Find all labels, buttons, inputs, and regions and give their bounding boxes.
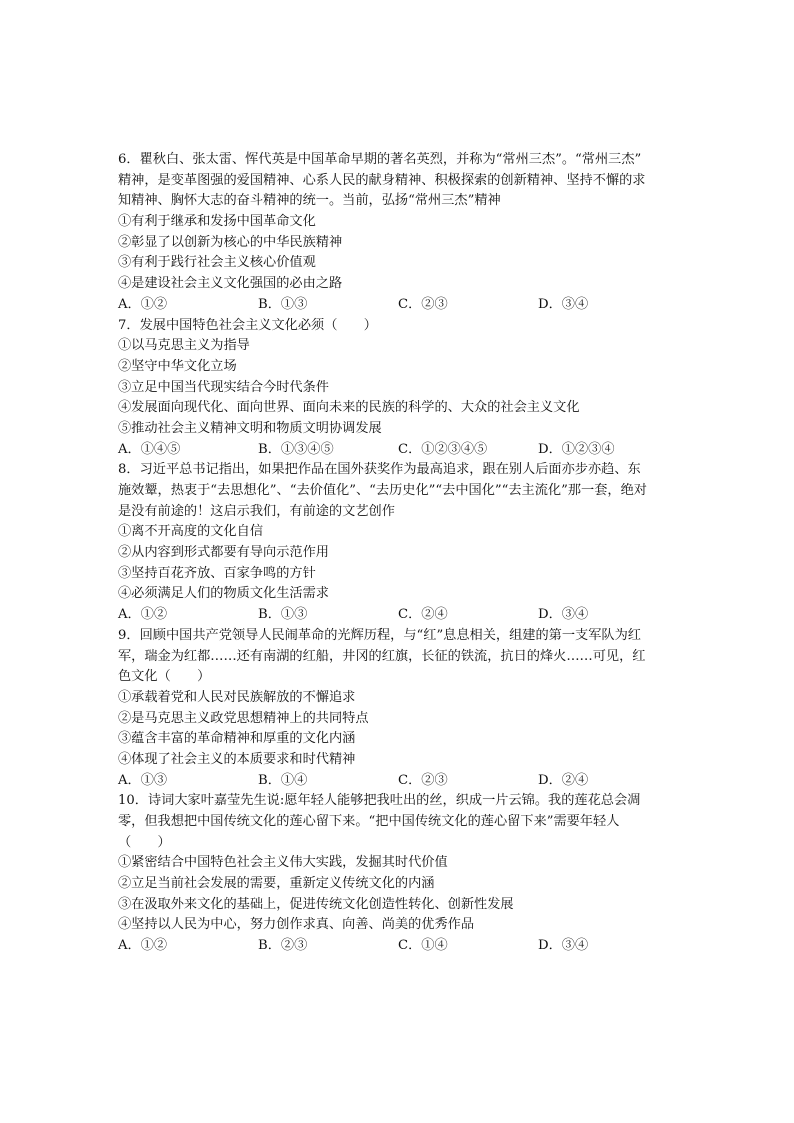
question-6: [118, 150, 678, 316]
answer-options: [118, 936, 678, 957]
question-7: [118, 316, 678, 461]
statement-item: ②立足当前社会发展的需要，重新定义传统文化的内涵: [118, 876, 435, 892]
option-d[interactable]: D．③④: [538, 607, 589, 623]
statement-item: ①紧密结合中国特色社会主义伟大实践，发掘其时代价值: [118, 855, 448, 871]
option-d[interactable]: D．②④: [538, 772, 589, 788]
option-b[interactable]: B．①④: [258, 772, 308, 788]
option-d[interactable]: D．①②③④: [538, 441, 615, 457]
option-d[interactable]: D．③④: [538, 296, 589, 312]
statement-item: ①有利于继承和发扬中国革命文化: [118, 214, 316, 230]
statement-item: ③立足中国当代现实结合今时代条件: [118, 379, 329, 395]
question-stem-line: 零，但我想把中国传统文化的莲心留下来。“把中国传统文化的莲心留下来”需要年轻人: [118, 814, 620, 829]
question-stem-line: 是没有前途的！这启示我们，有前途的文艺创作: [118, 503, 395, 519]
question-stem-line: 色文化（ ）: [118, 669, 211, 685]
option-a[interactable]: A．①②: [118, 938, 168, 954]
statement-item: ③坚持百花齐放、百家争鸣的方针: [118, 565, 316, 581]
option-a[interactable]: A．①②: [118, 607, 168, 623]
option-b[interactable]: B．②③: [258, 938, 308, 954]
statement-item: ④体现了社会主义的本质要求和时代精神: [118, 751, 356, 767]
option-b[interactable]: B．①③: [258, 607, 308, 623]
question-stem-line: 7．发展中国特色社会主义文化必须（ ）: [118, 317, 377, 333]
question-stem-line: 精神，是变革图强的爱国精神、心系人民的献身精神、积极探索的创新精神、坚持不懈的求: [118, 172, 646, 188]
option-d[interactable]: D．③④: [538, 938, 589, 954]
option-b[interactable]: B．①③④⑤: [258, 441, 334, 457]
statement-item: ④发展面向现代化、面向世界、面向未来的民族的科学的、大众的社会主义文化: [118, 400, 580, 416]
option-c[interactable]: C．①④: [398, 938, 448, 954]
question-8: [118, 460, 678, 626]
question-stem-line: 10．诗词大家叶嘉莹先生说:愿年轻人能够把我吐出的丝，织成一片云锦。我的莲花总会凋: [118, 793, 641, 809]
question-stem-line: 9．回顾中国共产党领导人民闹革命的光辉历程，与“红”息息相关，组建的第一支军队为红: [118, 627, 641, 643]
statement-item: ②彰显了以创新为核心的中华民族精神: [118, 234, 343, 250]
question-10: [118, 791, 678, 957]
option-b[interactable]: B．①③: [258, 296, 308, 312]
question-stem-line: 8．习近平总书记指出，如果把作品在国外获奖作为最高追求，跟在别人后面亦步亦趋、东: [118, 462, 641, 478]
statement-item: ④是建设社会主义文化强国的必由之路: [118, 276, 343, 292]
statement-item: ③在汲取外来文化的基础上，促进传统文化创造性转化、创新性发展: [118, 896, 514, 912]
option-c[interactable]: C．②③: [398, 772, 448, 788]
option-a[interactable]: A．①④⑤: [118, 441, 181, 457]
question-9: [118, 626, 678, 792]
statement-item: ②坚守中华文化立场: [118, 358, 237, 374]
statement-item: ③有利于践行社会主义核心价值观: [118, 255, 316, 271]
statement-item: ①以马克思主义为指导: [118, 338, 250, 354]
statement-item: ①承载着党和人民对民族解放的不懈追求: [118, 689, 356, 705]
option-c[interactable]: C．②③: [398, 296, 448, 312]
answer-options: [118, 771, 678, 792]
option-a[interactable]: A．①②: [118, 296, 168, 312]
statement-item: ④必须满足人们的物质文化生活需求: [118, 586, 329, 602]
question-stem-line: 知精神、胸怀大志的奋斗精神的统一。当前，弘扬“常州三杰”精神: [118, 193, 501, 209]
option-c[interactable]: C．②④: [398, 607, 448, 623]
answer-options: [118, 440, 678, 461]
question-stem-line: 6．瞿秋白、张太雷、恽代英是中国革命早期的著名英烈，并称为“常州三杰”。“常州三杰”: [118, 152, 642, 167]
statement-item: ②从内容到形式都要有导向示范作用: [118, 545, 329, 561]
question-stem-line: 施效颦，热衷于“去思想化”、“去价值化”、“去历史化”“去中国化”“去主流化”那一套，绝对: [118, 483, 647, 498]
question-stem-line: 军，瑞金为红都……还有南湖的红船，井冈的红旗，长征的铁流，抗日的烽火……可见，红: [118, 648, 646, 664]
option-c[interactable]: C．①②③④⑤: [398, 441, 488, 457]
statement-item: ④坚持以人民为中心，努力创作求真、向善、尚美的优秀作品: [118, 917, 475, 933]
statement-item: ①离不开高度的文化自信: [118, 524, 264, 540]
statement-item: ②是马克思主义政党思想精神上的共同特点: [118, 710, 369, 726]
answer-options: [118, 295, 678, 316]
exam-page: [118, 150, 678, 957]
statement-item: ⑤推动社会主义精神文明和物质文明协调发展: [118, 420, 382, 436]
option-a[interactable]: A．①③: [118, 772, 168, 788]
question-stem-line: （ ）: [118, 834, 171, 850]
statement-item: ③蕴含丰富的革命精神和厚重的文化内涵: [118, 731, 356, 747]
answer-options: [118, 605, 678, 626]
